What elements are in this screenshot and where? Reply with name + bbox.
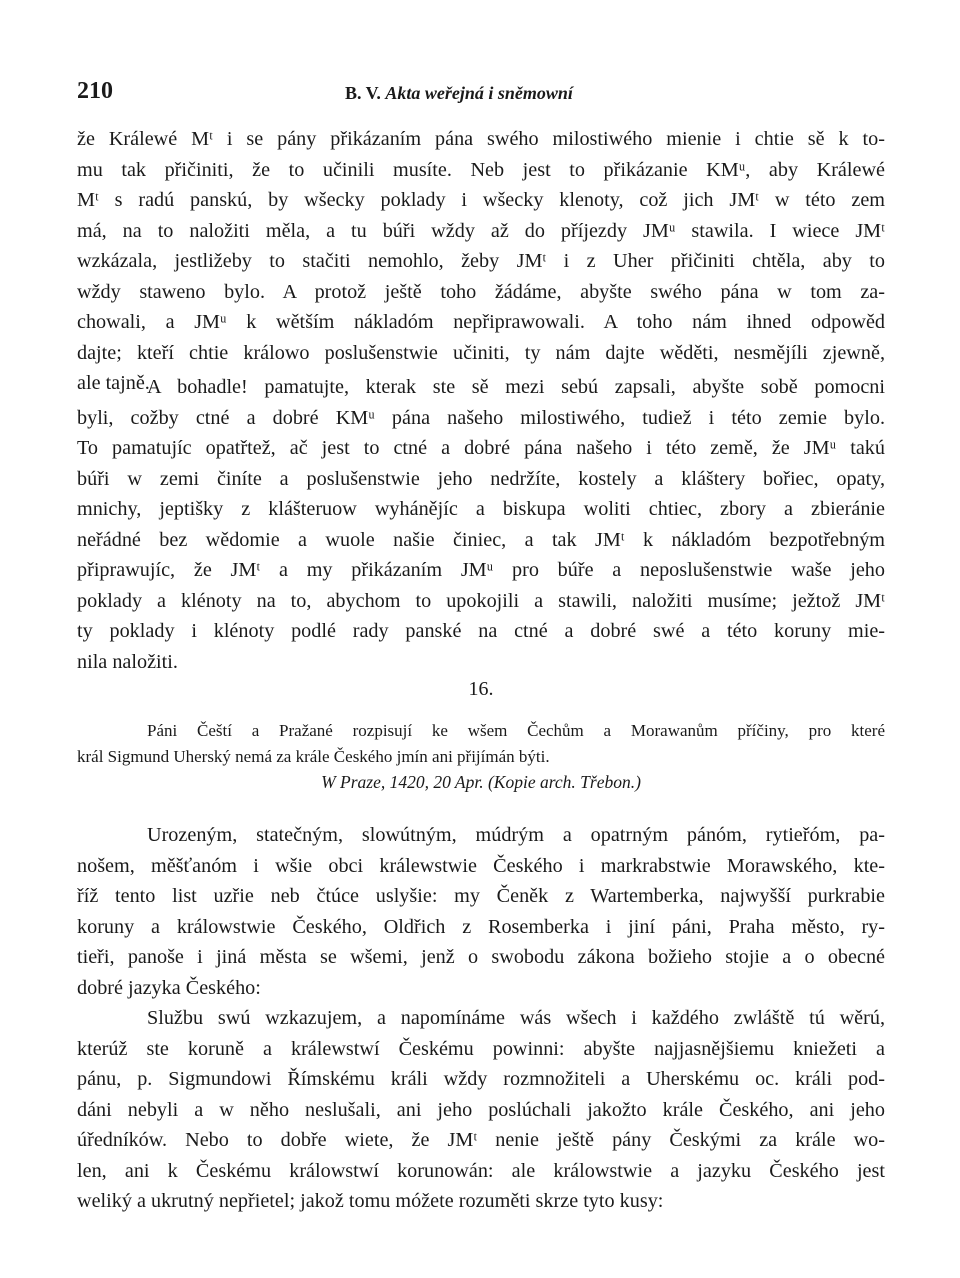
text-line: poklady a klénoty na to, abychom to upokojili a stawili, naložiti musíme; ježtož JMᵗ	[77, 589, 885, 612]
text-line: pánu, p. Sigmundowi Římskému králi wždy rozmnožiteli a Uherskému oc. králi pod-	[77, 1068, 885, 1090]
text-line: byli, cožby ctné a dobré KMᵘ pána našeho milostiwého, tudiež i této zemie bylo.	[77, 406, 885, 429]
text-line: Mᵗ s radú panskú, by wšecky poklady i wšecky klenoty, což jich JMᵗ w této zem	[77, 189, 885, 211]
section-title: Akta weřejná i sněmowní	[385, 83, 573, 103]
text-line: wždy staweno bylo. A protož ještě toho žádáme, abyšte swého pána w tom za-	[77, 280, 885, 303]
text-line: tieři, panoše i jiná města se wšemi, jenž o swobodu zákona božieho stojie a o obecné	[77, 946, 885, 968]
paragraph-1	[77, 124, 885, 399]
text-line: ty poklady i klénoty podlé rady panské na ctné a dobré swé a této koruny mie-	[77, 620, 885, 642]
paragraph-2	[77, 372, 885, 677]
paragraph-4	[77, 1003, 885, 1217]
section-label: B. V.	[345, 83, 381, 103]
text-line: neřádné bez wědomie a wuole našie činiec, a tak JMᵗ k nákladóm bezpotřebným	[77, 528, 885, 551]
page-number: 210	[77, 78, 113, 104]
text-line: búři w zemi činíte a poslušenstwie jeho nedržíte, kostely a kláštery bořiec, opaty,	[77, 467, 885, 490]
summary-line: Páni Čeští a Pražané rozpisují ke wšem Čechům a Morawanům příčiny, pro které	[147, 721, 885, 740]
document-number: 16.	[468, 678, 494, 700]
text-line: má, na to naložiti měla, a tu búři wždy až do příjezdy JMᵘ stawila. I wiece JMᵗ	[77, 219, 885, 242]
text-line: dáni nebyli a w něho neslušali, ani jeho poslúchali jakožto krále Českého, ani jeho	[77, 1098, 885, 1121]
text-line: říž tento list uzřie neb čtúce uslyšie: my Čeněk z Wartemberka, najwyšší purkrabie	[77, 885, 885, 907]
summary-line: král Sigmund Uherský nemá za krále Českého jmín ani přijímán býti.	[77, 747, 550, 766]
text-line: koruny a králowstwie Českého, Oldřich z Rosemberka i jiní páni, Praha město, ry-	[77, 915, 885, 938]
text-line: To pamatujíc opatřtež, ač jest to ctné a dobré pána našeho i této země, že JMᵘ takú	[77, 437, 885, 459]
text-line: připrawujíc, že JMᵗ a my přikázaním JMᵘ pro búře a neposlušenstwie waše jeho	[77, 559, 885, 581]
running-header	[77, 78, 885, 112]
source-citation: W Praze, 1420, 20 Apr. (Kopie arch. Třebon.)	[321, 772, 641, 792]
text-line: dobré jazyka Českého:	[77, 976, 261, 999]
document-summary	[77, 718, 885, 770]
text-line: chowali, a JMᵘ k wětším nákladóm nepřiprawowali. A toho nám ihned odpowěd	[77, 311, 885, 333]
text-line: wzkázala, jestližeby to stačiti nemohlo, žeby JMᵗ i z Uher přičiniti chtěla, aby to	[77, 250, 885, 272]
text-line: nila naložiti.	[77, 650, 178, 673]
text-line: dajte; kteří chtie králowo poslušenstwie učiniti, ty nám dajte wěděti, nesmějíli zjewně,	[77, 341, 885, 364]
document-heading	[77, 678, 885, 701]
paragraph-3	[77, 820, 885, 1003]
text-line: A bohadle! pamatujte, kterak ste sě mezi sebú zapsali, abyšte sobě pomocni	[147, 376, 885, 398]
text-line: weliký a ukrutný nepřietel; jakož tomu móžete rozuměti skrze tyto kusy:	[77, 1190, 664, 1212]
text-line: mu tak přičiniti, že to učinili musíte. Neb jest to přikázanie KMᵘ, aby Králewé	[77, 158, 885, 181]
text-line: že Králewé Mᵗ i se pány přikázaním pána swého milostiwého mienie i chtie sě k to-	[77, 128, 885, 150]
text-line: nošem, měšťanóm i wšie obci králewstwie Českého i markrabstwie Morawského, kte-	[77, 854, 885, 877]
text-line: ale tajně.	[77, 372, 150, 394]
text-line: úředníków. Nebo to dobře wiete, že JMᵗ nenie ještě pány Českými za krále wo-	[77, 1129, 885, 1151]
text-line: len, ani k Českému králowstwí korunowán: ale králowstwie a jazyku Českého jest	[77, 1159, 885, 1182]
text-line: mnichy, jeptišky z klášteruow wyhánějíc a biskupa woliti chtiec, zbory a zbieránie	[77, 498, 885, 520]
text-line: Službu swú wzkazujem, a napomínáme wás wšech i každého zwláště tú wěrú,	[147, 1007, 885, 1029]
text-line: kterúž ste koruně a králewstwí Českému powinni: abyšte najjasnějšiemu kniežeti a	[77, 1037, 885, 1060]
running-title	[345, 83, 573, 104]
source-note	[77, 772, 885, 793]
text-line: Urozeným, statečným, slowútným, múdrým a opatrným pánóm, rytieřóm, pa-	[147, 824, 885, 846]
